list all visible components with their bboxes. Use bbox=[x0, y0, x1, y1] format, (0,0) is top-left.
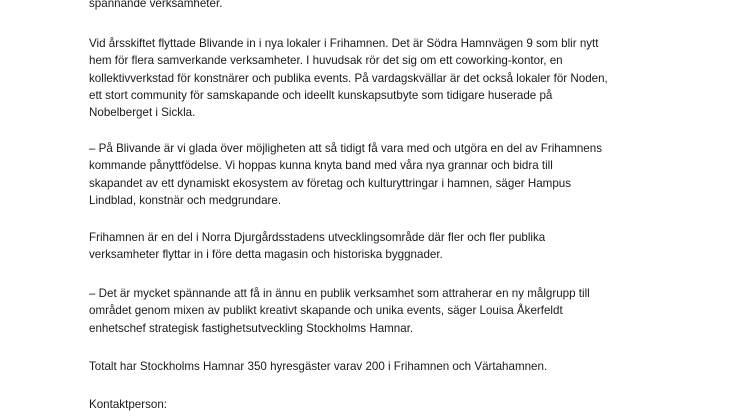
text-line: hem för flera samverkande verksamheter. I huvudsak rör det sig om ett coworking-kontor, en bbox=[89, 54, 563, 68]
text-line: skapandet av ett dynamiskt ekosystem av företag och kulturyttringar i hamnen, säger Hampus bbox=[89, 176, 572, 190]
text-line: – Det är mycket spännande att få in ännu en publik verksamhet som attraherar en ny målgrupp till bbox=[89, 287, 590, 300]
text-line: Frihamnen är en del i Norra Djurgårdsstadens utvecklingsområde där fler och fler publika bbox=[89, 231, 546, 244]
text-line: enhetschef strategisk fastighetsutveckling Stockholms Hamnar. bbox=[89, 321, 414, 335]
text-line: Lindblad, konstnär och medgrundare. bbox=[89, 193, 282, 207]
paragraph-contact-heading bbox=[89, 396, 689, 413]
paragraph-hampus-quote bbox=[89, 140, 689, 209]
text-line: Nobelberget i Sickla. bbox=[89, 106, 196, 120]
text-line: området genom mixen av publikt kreativt skapande och unika events, säger Louisa Åkerfeldt bbox=[89, 304, 563, 318]
text-line: verksamheter flyttar in i före detta magasin och historiska byggnader. bbox=[89, 248, 443, 262]
text-line: kommande pånyttfödelse. Vi hoppas kunna knyta band med våra nya grannar och bidra till bbox=[89, 159, 553, 173]
paragraph-intro-tail bbox=[89, 0, 689, 12]
paragraph-blivande-move bbox=[89, 35, 689, 121]
text-line: ett stort community för samskapande och ideellt kunskapsutbyte som tidigare huserade på bbox=[89, 88, 553, 102]
paragraph-tenants-total bbox=[89, 358, 689, 375]
text-line: Kontaktperson: bbox=[89, 398, 167, 411]
text-line: kollektivverkstad för konstnärer och publika events. På vardagskvällar är det också lokaler för Noden, bbox=[89, 71, 608, 85]
text-line: – På Blivande är vi glada över möjligheten att så tidigt få vara med och utgöra en del av Frihamnens bbox=[89, 142, 602, 155]
text-line: Totalt har Stockholms Hamnar 350 hyresgäster varav 200 i Frihamnen och Värtahamnen. bbox=[89, 360, 548, 373]
text-line: Vid årsskiftet flyttade Blivande in i nya lokaler i Frihamnen. Det är Södra Hamnvägen 9 som blir nytt bbox=[89, 37, 599, 50]
text-line: spännande verksamheter. bbox=[89, 0, 223, 10]
paragraph-louisa-quote bbox=[89, 285, 689, 337]
paragraph-frihamnen-area bbox=[89, 229, 689, 264]
